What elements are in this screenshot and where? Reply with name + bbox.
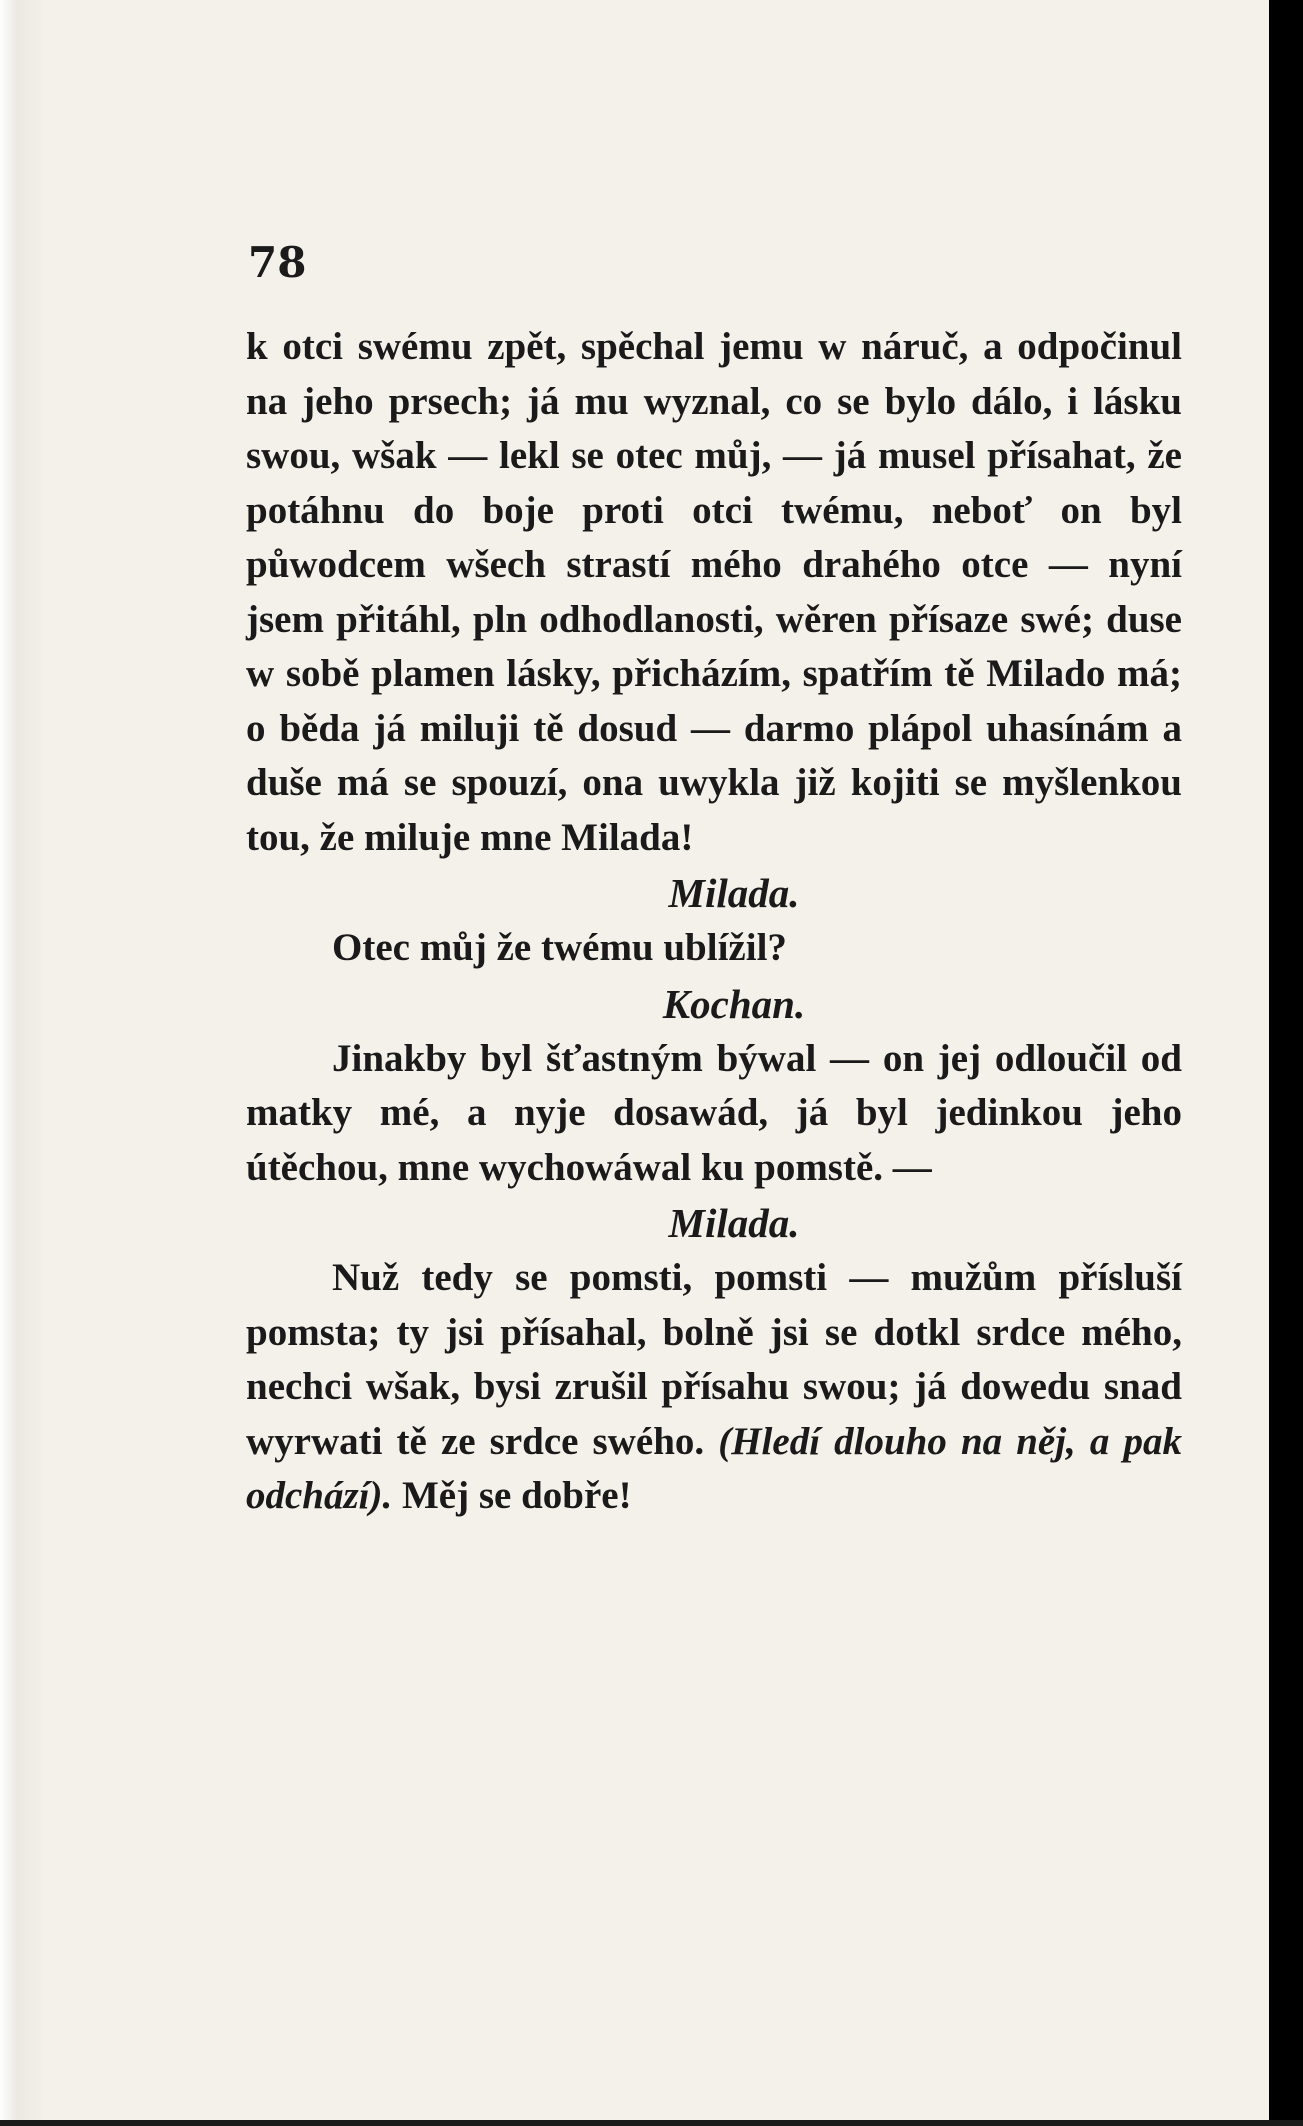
speaker-name: Kochan. xyxy=(662,980,806,1027)
paragraph-text: Měj se dobře! xyxy=(392,1474,632,1517)
speaker-name: Milada. xyxy=(668,1200,800,1246)
paragraph xyxy=(246,1251,1182,1524)
paragraph: k otci swému zpět, spěchal jemu w náruč, a odpočinul na jeho prsech; já mu wyznal, co se bylo dálo, i lásku swou, wšak — lekl se otec můj, — já musel přísahat, že potáhnu do boje proti otci twému, neboť on byl půwodcem wšech strastí mého drahého otce — nyní jsem přitáhl, pln odhodlanosti, wěren přísaze swé; duse w sobě plamen lásky, přicházím, spatřím tě Milado má; o běda já miluji tě dosud — darmo plápol uhasínám a duše má se spouzí, ona uwykla již kojiti se myšlenkou tou, že miluje mne Milada! xyxy=(246,325,1182,859)
scan-gutter xyxy=(1269,0,1303,2126)
speaker-name: Milada. xyxy=(668,870,800,916)
scan-bottom-edge xyxy=(0,2120,1303,2126)
stage-direction: (Hledí dlouho na něj, a pak odchází). xyxy=(246,1419,1182,1517)
paragraph: Jinakby byl šťastným býwal — on jej odloučil od matky mé, a nyje dosawád, já byl jedinkou jeho útěchou, mne wychowáwal ku pomstě. — xyxy=(246,1036,1182,1189)
paragraph-text: Nuž tedy se pomsti, pomsti — mužům přísluší pomsta; ty jsi přísahal, bolně jsi se dotkl srdce mého, nechci wšak, bysi zrušil přísahu swou; já dowedu snad wyrwati tě ze srdce swého. xyxy=(246,1256,1182,1463)
page-edge xyxy=(0,0,42,2126)
body-text xyxy=(246,320,1182,1524)
paragraph: Otec můj že twému ublížil? xyxy=(332,926,787,969)
page-number: 78 xyxy=(248,238,307,287)
